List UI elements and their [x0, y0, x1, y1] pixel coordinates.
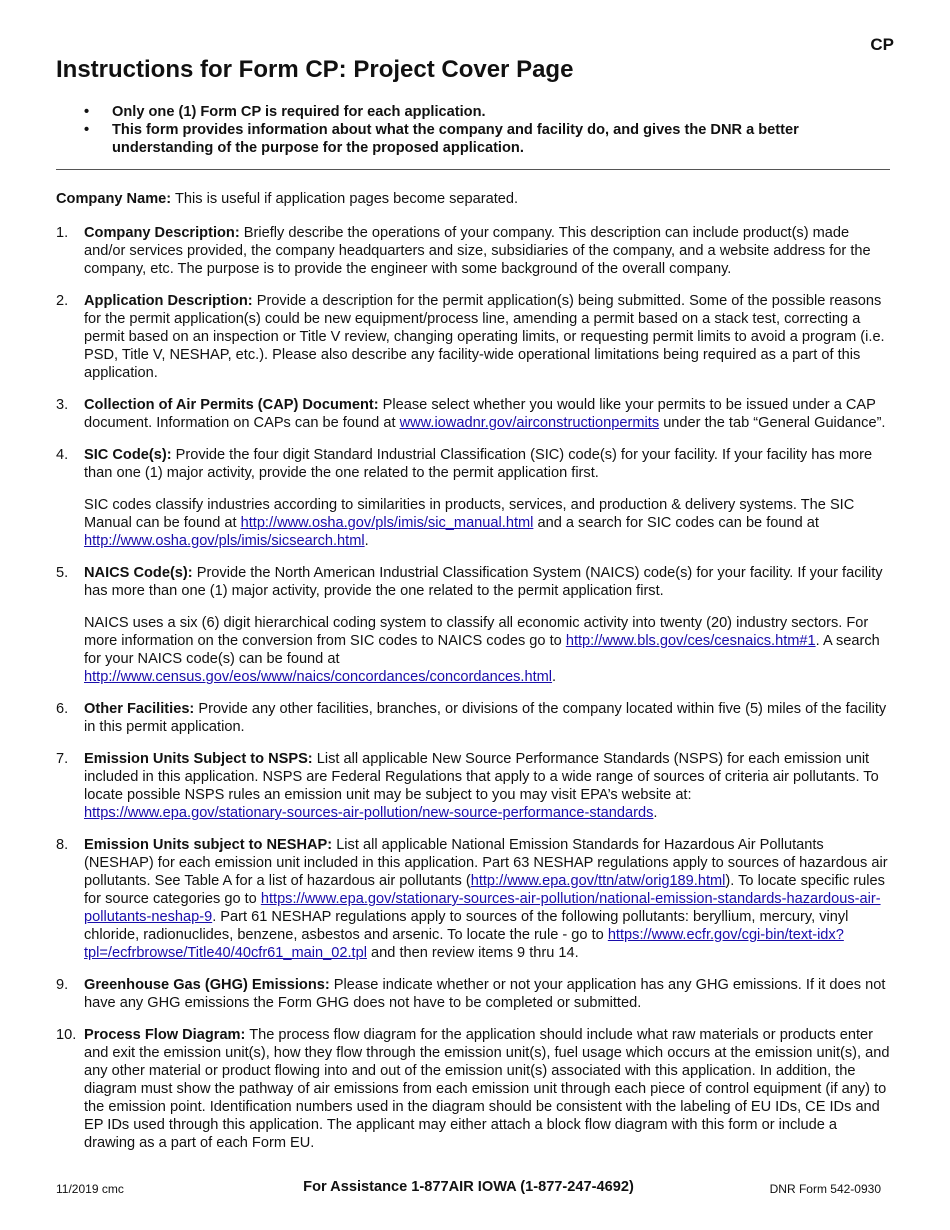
item-text: Provide a description for the permit application(s) being submitted. Some of the possible reasons for the permit application(s) could be new equipment/process line, amending a permit based on a stack test, correcting a permit based on an inspection or Title V review, changing operating limits, or requesting permit limits to avoid a program (i.e. PSD, Title V, NESHAP, etc.). Please also describe any facility-wide operational limitations being required as a part of this application.	[84, 293, 885, 381]
item-text: and a search for SIC codes can be found at	[533, 515, 819, 531]
instruction-item-9	[56, 976, 892, 1012]
assistance-phone: For Assistance 1-877AIR IOWA (1-877-247-4692)	[303, 1179, 634, 1195]
census-naics-link[interactable]: http://www.census.gov/eos/www/naics/concordances/concordances.html	[84, 669, 553, 685]
item-label: NAICS Code(s):	[84, 565, 193, 581]
revision-date: 11/2019 cmc	[56, 1182, 124, 1196]
nsps-link[interactable]: https://www.epa.gov/stationary-sources-air-pollution/new-source-performance-standards	[84, 805, 654, 821]
item-number: 4.	[56, 447, 69, 463]
instruction-item-10	[56, 1026, 892, 1152]
item-text: .	[552, 669, 557, 685]
item-text: Provide the four digit Standard Industrial Classification (SIC) code(s) for your facility. If your facility has more than one (1) major activity, provide the one related to the permit application first.	[84, 447, 873, 481]
item-label: Other Facilities:	[84, 701, 195, 717]
summary-bullets	[84, 103, 884, 157]
item-number: 1.	[56, 225, 69, 241]
item-label: Greenhouse Gas (GHG) Emissions:	[84, 977, 330, 993]
instructions-body	[56, 190, 892, 1166]
item-text: ). To locate specific rules for source categories go to	[84, 873, 885, 907]
item-text: and then review items 9 thru 14.	[366, 945, 579, 961]
item-text: . Part 61 NESHAP regulations apply to sources of the following pollutants: beryllium, mercury, vinyl chloride, radionuclides, benzene, asbestos and arsenic. To locate the rule - go to	[84, 909, 849, 943]
company-name-paragraph	[56, 190, 892, 208]
bullet-item: • Only one (1) Form CP is required for each application.	[84, 103, 884, 121]
item-text: Provide the North American Industrial Classification System (NAICS) code(s) for your facility. If your facility has more than one (1) major activity, provide the one related to the permit application first.	[84, 565, 883, 599]
item-text: NAICS uses a six (6) digit hierarchical coding system to classify all economic activity into twenty (20) industry sectors. For more information on the conversion from SIC codes to NAICS codes go to	[84, 615, 869, 649]
item-text: Please indicate whether or not your application has any GHG emissions. If it does not have any GHG emissions the Form GHG does not have to be completed or submitted.	[84, 977, 886, 1011]
item-text: List all applicable New Source Performance Standards (NSPS) for each emission unit included in this application. NSPS are Federal Regulations that apply to a wide range of sources of criteria air pollutants. To locate possible NSPS rules an emission unit may be subject to you may visit EPA’s website at:	[84, 751, 879, 803]
instruction-item-4	[56, 446, 892, 550]
item-number: 5.	[56, 565, 69, 581]
item-text: . A search for your NAICS code(s) can be found at	[84, 633, 880, 667]
item-text: under the tab “General Guidance”.	[659, 415, 886, 431]
item-label: SIC Code(s):	[84, 447, 172, 463]
form-number: DNR Form 542-0930	[769, 1182, 881, 1196]
page-title: Instructions for Form CP: Project Cover Page	[56, 56, 574, 83]
sic-manual-link[interactable]: http://www.osha.gov/pls/imis/sic_manual.html	[240, 515, 534, 531]
item-label: Process Flow Diagram:	[84, 1027, 246, 1043]
item-text: Briefly describe the operations of your company. This description can include product(s) made and/or services provided, the company headquarters and size, subsidiaries of the company, and a website address for the company, etc. The purpose is to provide the engineer with some background of the overall company.	[84, 225, 871, 277]
instruction-item-3	[56, 396, 892, 432]
item-text: .	[653, 805, 658, 821]
neshap-link[interactable]: https://www.epa.gov/stationary-sources-air-pollution/national-emission-standards-hazardous-air-pollutants-neshap-9	[84, 891, 881, 925]
form-tag: CP	[870, 35, 894, 54]
item-text: Please select whether you would like your permits to be issued under a CAP document. Information on CAPs can be found at	[84, 397, 876, 431]
item-label: Company Description:	[84, 225, 240, 241]
item-label: Company Name:	[56, 191, 172, 207]
item-number: 2.	[56, 293, 69, 309]
item-label: Collection of Air Permits (CAP) Document:	[84, 397, 379, 413]
item-number: 7.	[56, 751, 69, 767]
divider	[56, 169, 890, 170]
item-text: List all applicable National Emission Standards for Hazardous Air Pollutants (NESHAP) for each emission unit included in this application. Part 63 NESHAP regulations apply to sources of hazardous air pollutants. See Table A for a list of hazardous air pollutants (	[84, 837, 888, 889]
ecfr-part61-link[interactable]: https://www.ecfr.gov/cgi-bin/text-idx?tpl=/ecfrbrowse/Title40/40cfr61_main_02.tpl	[84, 927, 844, 961]
sic-search-link[interactable]: http://www.osha.gov/pls/imis/sicsearch.html	[84, 533, 365, 549]
instruction-item-6	[56, 700, 892, 736]
item-number: 3.	[56, 397, 69, 413]
item-label: Emission Units Subject to NSPS:	[84, 751, 313, 767]
item-number: 10.	[56, 1027, 77, 1043]
item-text: .	[364, 533, 369, 549]
item-label: Application Description:	[84, 293, 253, 309]
instruction-item-2	[56, 292, 892, 382]
item-text: This is useful if application pages become separated.	[171, 191, 519, 207]
instruction-item-5	[56, 564, 892, 686]
item-number: 8.	[56, 837, 69, 853]
page-footer	[56, 1179, 881, 1199]
bls-naics-link[interactable]: http://www.bls.gov/ces/cesnaics.htm#1	[565, 633, 816, 649]
instruction-item-1	[56, 224, 892, 278]
item-text: SIC codes classify industries according to similarities in products, services, and production & delivery systems. The SIC Manual can be found at	[84, 497, 855, 531]
item-number: 9.	[56, 977, 69, 993]
bullet-item: • This form provides information about what the company and facility do, and gives the DNR a better understanding of the purpose for the proposed application.	[84, 121, 884, 157]
instruction-item-8	[56, 836, 892, 962]
item-text: Provide any other facilities, branches, or divisions of the company located within five (5) miles of the facility in this permit application.	[84, 701, 887, 735]
hap-list-link[interactable]: http://www.epa.gov/ttn/atw/orig189.html	[470, 873, 726, 889]
item-label: Emission Units subject to NESHAP:	[84, 837, 333, 853]
item-number: 6.	[56, 701, 69, 717]
instruction-item-7	[56, 750, 892, 822]
cap-link[interactable]: www.iowadnr.gov/airconstructionpermits	[399, 415, 660, 431]
item-text: The process flow diagram for the application should include what raw materials or products enter and exit the emission unit(s), how they flow through the emission unit(s), fuel usage which occurs at the emission unit(s), and any other material or product flowing into and out of the emission unit(s) associated with this application. In addition, the diagram must show the pathway of air emissions from each emission unit through each piece of control equipment (if any) to the emission point. Identification numbers used in the diagram should be consistent with the labeling of EU IDs, CE IDs and EP IDs used through this application. The applicant may either attach a block flow diagram with this form or include a drawing as a part of each Form EU.	[84, 1027, 890, 1151]
